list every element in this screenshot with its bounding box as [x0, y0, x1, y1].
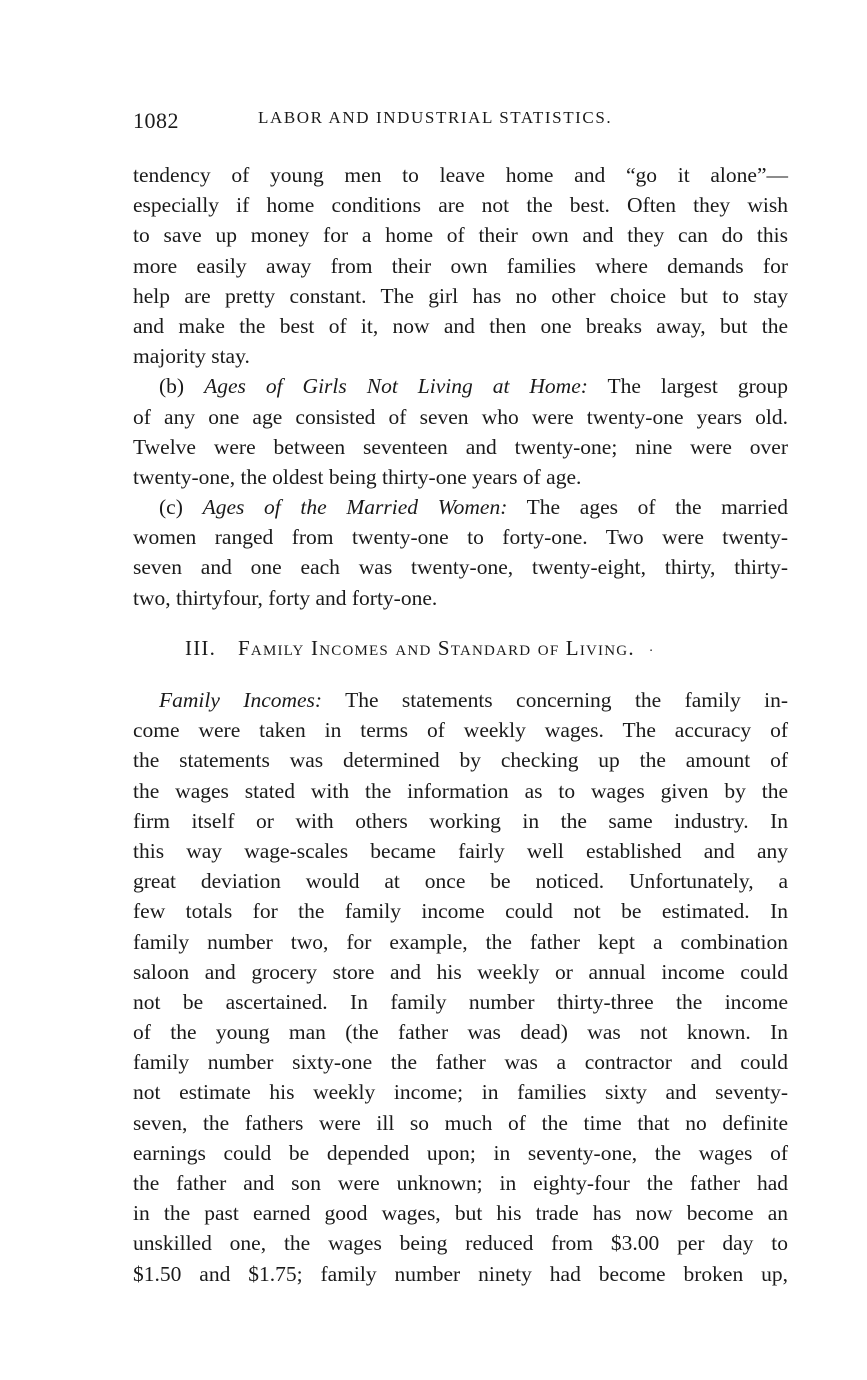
text-line: the statements was determined by checking up the amount of: [133, 748, 788, 773]
paragraph-heading: Ages of the Married Women:: [202, 495, 508, 520]
text-line: not estimate his weekly income; in families sixty and seventy-: [133, 1080, 788, 1105]
text-line: and make the best of it, now and then one breaks away, but the: [133, 313, 788, 338]
stray-mark: ·: [648, 643, 655, 659]
text-line: family number sixty-one the father was a contractor and could: [133, 1050, 788, 1075]
text-line: [133, 685, 788, 715]
text-line: this way wage-scales became fairly well established and any: [133, 838, 788, 863]
text-line: the father and son were unknown; in eighty-four the father had: [133, 1171, 788, 1195]
running-title: LABOR AND INDUSTRIAL STATISTICS.: [258, 108, 613, 127]
body-text: [133, 160, 788, 1289]
paragraph-heading: Family Incomes:: [159, 688, 323, 712]
text-fragment: The statements concerning the family in-: [345, 688, 788, 712]
text-line: earnings could be depended upon; in seventy-one, the wages of: [133, 1140, 788, 1165]
text-line: of the young man (the father was dead) was not known. In: [133, 1020, 788, 1045]
paragraph-family-incomes: [133, 685, 788, 1289]
text-line: twenty-one, the oldest being thirty-one years of age.: [133, 464, 582, 489]
text-line: seven and one each was twenty-one, twenty-eight, thirty, thirty-: [133, 555, 788, 580]
paragraph-heading: Ages of Girls Not Living at Home:: [204, 374, 588, 399]
text-line: come were taken in terms of weekly wages. The accuracy of: [133, 718, 788, 743]
text-line: seven, the fathers were ill so much of the time that no definite: [133, 1110, 788, 1135]
text-line: tendency of young men to leave home and “go it alone”—: [133, 163, 788, 187]
paragraph-label: (c): [159, 495, 183, 520]
text-line: help are pretty constant. The girl has no other choice but to stay: [133, 283, 788, 308]
text-fragment: The largest group: [607, 374, 788, 399]
text-line: to save up money for a home of their own and they can do this: [133, 223, 788, 248]
text-line: of any one age consisted of seven who were twenty-one years old.: [133, 404, 788, 429]
section-heading: [133, 633, 788, 663]
page-number: 1082: [133, 108, 179, 133]
text-fragment: The ages of the married: [526, 495, 789, 520]
paragraph-ages-of-married-women: [133, 492, 788, 613]
running-head: [133, 104, 788, 134]
text-line: Twelve were between seventeen and twenty-one; nine were over: [133, 434, 788, 459]
text-line: not be ascertained. In family number thirty-three the income: [133, 989, 788, 1014]
text-line: especially if home conditions are not the best. Often they wish: [133, 193, 788, 218]
text-line: few totals for the family income could not be estimated. In: [133, 899, 788, 924]
text-line: family number two, for example, the father kept a combination: [133, 929, 788, 954]
text-line: $1.50 and $1.75; family number ninety had become broken up,: [133, 1261, 788, 1286]
text-line: great deviation would at once be noticed. Unfortunately, a: [133, 869, 788, 894]
text-line: firm itself or with others working in the same industry. In: [133, 808, 788, 833]
paragraph-label: (b): [159, 374, 185, 399]
paragraph-ages-of-girls: [133, 371, 788, 492]
text-line: the wages stated with the information as to wages given by the: [133, 778, 788, 803]
text-line: [133, 492, 788, 522]
text-line: women ranged from twenty-one to forty-one. Two were twenty-: [133, 525, 788, 550]
text-line: saloon and grocery store and his weekly or annual income could: [133, 959, 788, 984]
text-line: two, thirtyfour, forty and forty-one.: [133, 585, 438, 610]
text-line: unskilled one, the wages being reduced from $3.00 per day to: [133, 1231, 788, 1256]
section-title: Family Incomes and Standard of Living.: [238, 635, 635, 660]
text-line: majority stay.: [133, 344, 250, 369]
text-line: [133, 371, 788, 401]
text-line: in the past earned good wages, but his trade has now become an: [133, 1201, 788, 1226]
text-line: more easily away from their own families where demands for: [133, 253, 788, 278]
paragraph-continued: [133, 160, 788, 371]
section-numeral: III.: [185, 635, 217, 660]
